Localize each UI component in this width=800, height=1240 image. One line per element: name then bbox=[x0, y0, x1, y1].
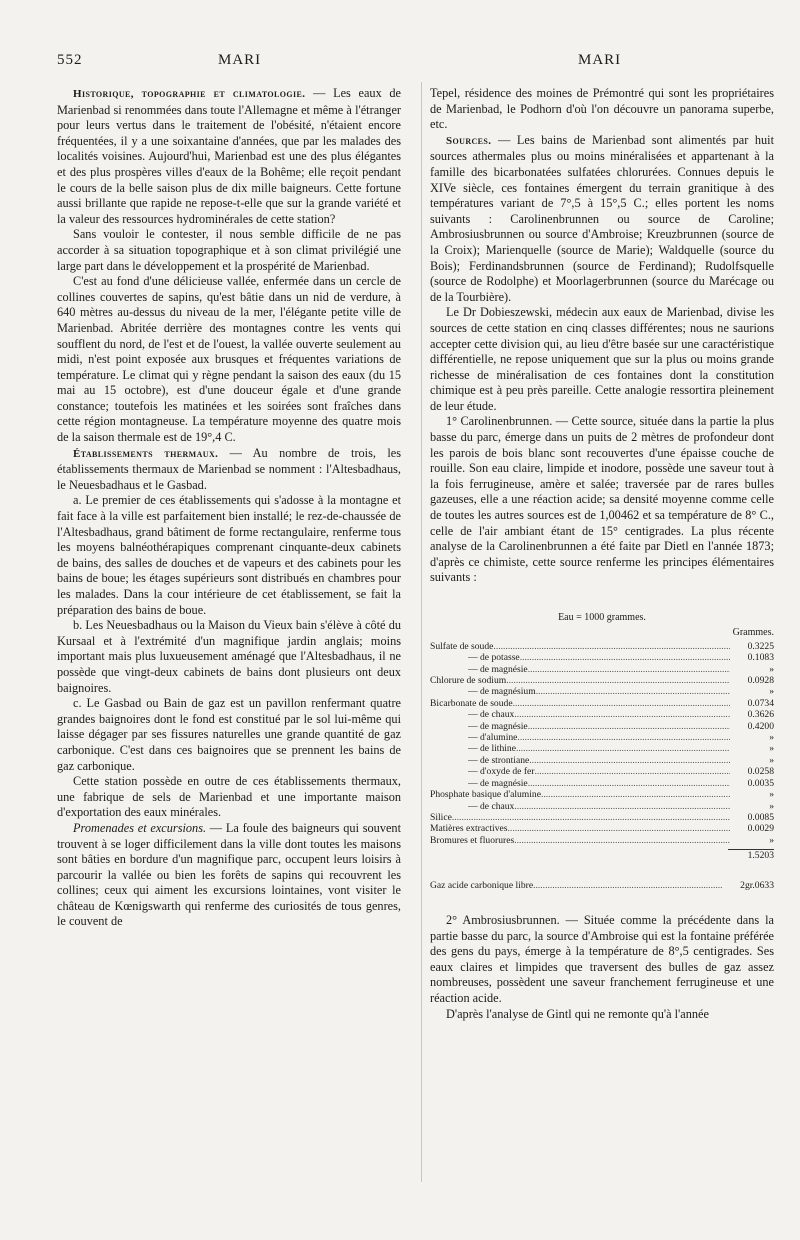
leader-dots bbox=[528, 778, 730, 789]
leader-dots bbox=[517, 732, 730, 743]
table-total: 1.5203 bbox=[747, 850, 774, 862]
compound-label: — de magnésie bbox=[468, 777, 528, 789]
paragraph bbox=[430, 1007, 774, 1023]
compound-label: Bromures et fluorures bbox=[430, 834, 515, 846]
leader-dots bbox=[534, 766, 730, 777]
paragraph bbox=[57, 274, 401, 446]
compound-value: » bbox=[769, 743, 774, 755]
left-running-title: MARI bbox=[218, 52, 262, 68]
table-row bbox=[430, 743, 774, 754]
table-row bbox=[430, 664, 774, 675]
leader-dots bbox=[506, 675, 730, 686]
paragraph bbox=[57, 774, 401, 821]
table-row bbox=[430, 686, 774, 697]
paragraph-text: C'est au fond d'une délicieuse vallée, enfermée dans un cercle de collines couvertes de sapins, qu'est bâtie dans un nid de verdure, à 640 mètres au-dessus du niveau de la mer, l'élégante petite ville de Marienbad. Abritée derrière des montagnes contre les vents qui soufflent du nord, de l'est et de l'ouest, la vallée ouverte seulement au midi, n'est point exposée aux brusques et fréquentes variations de température. Le climat qui y règne pendant la saison des eaux (du 15 mai au 15 octobre), est d'une douceur égale et d'une grande constance; toutefois les matinées et les soirées sont fraîches dans cette région montagneuse. La température moyenne des quatre mois de la saison thermale est de 19°,4 C. bbox=[57, 274, 401, 445]
compound-label: — de magnésie bbox=[468, 720, 528, 732]
compound-label: Sulfate de soude bbox=[430, 640, 494, 652]
leader-dots bbox=[529, 755, 730, 766]
leader-dots bbox=[516, 743, 730, 754]
table-row bbox=[430, 641, 774, 652]
left-column bbox=[57, 86, 401, 930]
section-heading: Historique, topographie et climatologie. bbox=[73, 88, 306, 100]
table-row bbox=[430, 778, 774, 789]
mineral-analysis-table bbox=[430, 612, 774, 891]
table-row bbox=[430, 732, 774, 743]
compound-label: Bicarbonate de soude bbox=[430, 697, 513, 709]
compound-value: 0.1083 bbox=[747, 652, 774, 664]
paragraph bbox=[430, 133, 774, 306]
section-heading: Sources. bbox=[446, 134, 492, 147]
compound-label: — d'oxyde de fer bbox=[468, 766, 535, 778]
compound-value: 0.0035 bbox=[747, 777, 774, 789]
compound-label: Chlorure de sodium bbox=[430, 675, 507, 687]
compound-value: 0.4200 bbox=[747, 720, 774, 732]
compound-value: 0.0258 bbox=[747, 766, 774, 778]
compound-label: — de strontiane bbox=[468, 754, 530, 766]
section-heading: Établissements thermaux. bbox=[73, 447, 219, 460]
leader-dots bbox=[536, 686, 730, 697]
compound-label: Matières extractives bbox=[430, 823, 508, 835]
table-row bbox=[430, 812, 774, 823]
leader-dots bbox=[541, 789, 730, 800]
paragraph-text: c. Le Gasbad ou Bain de gaz est un pavillon renfermant quatre grandes baignoires dont le fond est constitué par le sol lui-même qui laisse dégager par ses fissures naturelles une grande quantité de gaz carbonique. C'est dans ces baignoires que se prennent les bains de gaz carbonique. bbox=[57, 696, 401, 773]
table-row bbox=[430, 675, 774, 686]
paragraph-text: Sans vouloir le contester, il nous semble difficile de ne pas accorder à sa situation topographique et à son climat privilégié une large part dans le développement et la prospérité de Marienbad. bbox=[57, 227, 401, 273]
right-running-title: MARI bbox=[578, 52, 622, 68]
leader-dots bbox=[493, 641, 730, 652]
compound-value: » bbox=[769, 789, 774, 801]
compound-value: 0.0928 bbox=[747, 675, 774, 687]
table-row bbox=[430, 709, 774, 720]
leader-dots bbox=[513, 698, 730, 709]
paragraph-text: — Au nombre de trois, les établissements thermaux de Marienbad se nomment : l'Altesbadhaus, le Neuesbadhaus et le Gasbad. bbox=[57, 445, 402, 492]
paragraph-text: D'après l'analyse de Gintl qui ne remonte qu'à l'année bbox=[446, 1006, 709, 1021]
paragraph bbox=[57, 696, 401, 774]
leader-dots bbox=[528, 721, 730, 732]
paragraph bbox=[430, 86, 774, 133]
compound-value: 0.0085 bbox=[747, 811, 774, 823]
right-column bbox=[430, 86, 774, 1022]
paragraph bbox=[57, 446, 401, 494]
compound-label: — de magnésium bbox=[468, 686, 536, 698]
paragraph bbox=[430, 305, 774, 414]
leader-dots bbox=[514, 709, 730, 720]
leader-dots bbox=[452, 812, 730, 823]
compound-value: 0.3626 bbox=[747, 709, 774, 721]
paragraph-text: — La foule des baigneurs qui souvent trouvent à se loger difficilement dans la ville dont toutes les maisons sont bâties en bordure d'un magnifique parc, occupent leurs loisirs à parcourir la vallée ou bien les forêts de sapins qui recouvrent les collines; ceux qui aiment les excursions lointaines, vont visiter le château de Kœnigswarth qui renferme des curiosités de tous genres, le couvent de bbox=[57, 820, 401, 929]
leader-dots bbox=[528, 664, 730, 675]
leader-dots bbox=[514, 801, 730, 812]
table-row bbox=[430, 801, 774, 812]
leader-dots bbox=[508, 823, 730, 834]
paragraph-text: — Les bains de Marienbad sont alimentés par huit sources athermales plus ou moins minéralisées et appartenant à la famille des bicarbonatées sulfatées chlorurées. Connues depuis le XIVe siècle, ces fontaines émergent du terrain granitique à des températures variant de 7°,5 à 15°,5 C.; elles portent les noms suivants : Carolinenbrunnen ou source de Caroline; Ambrosiusbrunnen ou source d'Ambroise; Kreuzbrunnen (source de la Croix); Marienquelle (source de Marie); Waldquelle (source du Bois); Ferdinandsbrunnen (source de Ferdinand); Rudolfsquelle (source de Rodolphe) et Moorlagerbrunnen (source du Marécage ou de la Tourbière). bbox=[430, 132, 774, 304]
paragraph-text: b. Les Neuesbadhaus ou la Maison du Vieux bain s'élève à côté du Kursaal et à l'extrémité d'un magnifique jardin anglais; moins important mais plus luxueusement aménagé que l'Altesbadhaus, il ne possède que vingt-deux cabinets de bains dont plusieurs ont deux baignoires. bbox=[57, 618, 401, 695]
compound-label: — de potasse bbox=[468, 652, 520, 664]
paragraph bbox=[57, 86, 401, 227]
compound-label: — de lithine bbox=[468, 743, 516, 755]
gas-value: 2gr.0633 bbox=[740, 879, 774, 891]
table-unit: Grammes. bbox=[732, 627, 774, 639]
column-divider bbox=[421, 82, 422, 1182]
paragraph bbox=[430, 913, 774, 1007]
compound-value: » bbox=[769, 800, 774, 812]
table-row bbox=[430, 721, 774, 732]
paragraph bbox=[57, 821, 401, 930]
paragraph bbox=[57, 618, 401, 696]
table-row bbox=[430, 755, 774, 766]
paragraph bbox=[57, 227, 401, 274]
leader-dots bbox=[520, 652, 730, 663]
right-column-continuation bbox=[430, 913, 774, 1022]
table-rows bbox=[430, 641, 774, 846]
paragraph bbox=[430, 414, 774, 586]
right-column-text bbox=[430, 86, 774, 586]
gas-label: Gaz acide carbonique libre bbox=[430, 879, 534, 891]
compound-label: Silice bbox=[430, 811, 452, 823]
compound-value: » bbox=[769, 754, 774, 766]
compound-label: — d'alumine bbox=[468, 732, 518, 744]
section-heading: Promenades et excursions. bbox=[73, 820, 207, 835]
compound-value: 0.0029 bbox=[747, 823, 774, 835]
table-caption: Eau = 1000 grammes. bbox=[558, 612, 646, 623]
paragraph-text: Le Dr Dobieszewski, médecin aux eaux de Marienbad, divise les sources de cette station en cinq classes différentes; nous ne saurions accepter cette division qui, au lieu d'être basée sur une caractéristique différentielle, ne repose uniquement que sur la plus ou moins grande richesse de minéralisation de ces fontaines dont la constitution chimique est à peu près pareille. Cette analogie ressortira pleinement de leur étude. bbox=[430, 305, 774, 413]
compound-label: Phosphate basique d'alumine bbox=[430, 789, 541, 801]
table-row bbox=[430, 823, 774, 834]
compound-value: » bbox=[769, 663, 774, 675]
table-row bbox=[430, 835, 774, 846]
table-row bbox=[430, 698, 774, 709]
page-number: 552 bbox=[57, 52, 83, 68]
paragraph-text: a. Le premier de ces établissements qui s'adosse à la montagne et fait face à la ville est parfaitement bien installé; le rez-de-chaussée de l'Altesbadhaus, grand bâtiment de forme rectangulaire, renferme tous les moyens balnéothérapiques comprenant cinquante-deux cabinets de bains, des salles de douches et de vapeurs et des cabinets pour les bains de boue; les étages supérieurs sont distribués en chambres pour les malades. Dans la cour intérieure de cet établissement, se fait la préparation des bains de boue. bbox=[57, 493, 401, 617]
paragraph-text: Tepel, résidence des moines de Prémontré qui sont les propriétaires de Marienbad, le Podhorn d'où l'on découvre un panorama superbe, etc. bbox=[430, 86, 774, 132]
paragraph-text: Cette station possède en outre de ces établissements thermaux, une fabrique de sels de Marienbad et une importante maison d'exportation des eaux minérales. bbox=[57, 774, 401, 820]
compound-value: » bbox=[769, 686, 774, 698]
compound-label: — de chaux bbox=[468, 709, 515, 721]
table-row bbox=[430, 652, 774, 663]
gas-row bbox=[430, 880, 774, 891]
leader-dots bbox=[514, 835, 730, 846]
paragraph-text: 1° Carolinenbrunnen. — Cette source, située dans la partie la plus basse du parc, émerge dans un puits de 2 mètres de profondeur dont les parois de bois blanc sont recouvertes d'une épaisse couche de rouille. Son eau claire, limpide et inodore, possède une saveur tout à la fois ferrugineuse, amère et salée; traversée par de rares bulles gazeuses, elle a une réaction acide; sa densité moyenne comme celle de toutes les autres sources est de 1,00462 et sa température de 8° C., celle de l'air ambiant étant de 15° centigrades. La plus récente analyse de la Carolinenbrunnen a été faite par Dietl en l'année 1873; d'après ce chimiste, cette source renferme les principes élémentaires suivants : bbox=[430, 414, 774, 585]
compound-label: — de chaux bbox=[468, 800, 515, 812]
compound-value: » bbox=[769, 834, 774, 846]
compound-label: — de magnésie bbox=[468, 663, 528, 675]
table-row bbox=[430, 789, 774, 800]
paragraph-text: 2° Ambrosiusbrunnen. — Située comme la précédente dans la partie basse du parc, la source d'Ambroise qui est la fontaine préférée des gens du pays, émerge à la température de 8°,5 centigrades. Ses eaux claires et limpides que traversent des bulles de gaz assez nombreuses, possèdent une saveur franchement ferrugineuse et une réaction acide. bbox=[430, 912, 774, 1005]
compound-value: 0.3225 bbox=[747, 640, 774, 652]
compound-value: » bbox=[769, 732, 774, 744]
paragraph-text: — Les eaux de Marienbad si renommées dans toute l'Allemagne et même à l'étranger pour leurs vertus dans le traitement de l'obésité, n'étaient encore fréquentées, il y a une soixantaine d'années, que par les malades des localités voisines. Aujourd'hui, Marienbad est une des plus élégantes et des plus prospères villes d'eaux de la Bohême; elle reçoit pendant le cours de la belle saison plus de dix mille baigneurs. Cette fortune aussi brillante que rapide ne repose-t-elle que sur la grande variété et la valeur des ressources hydrominérales de cette station? bbox=[57, 86, 401, 226]
compound-value: 0.0734 bbox=[747, 697, 774, 709]
table-row bbox=[430, 766, 774, 777]
paragraph bbox=[57, 493, 401, 618]
